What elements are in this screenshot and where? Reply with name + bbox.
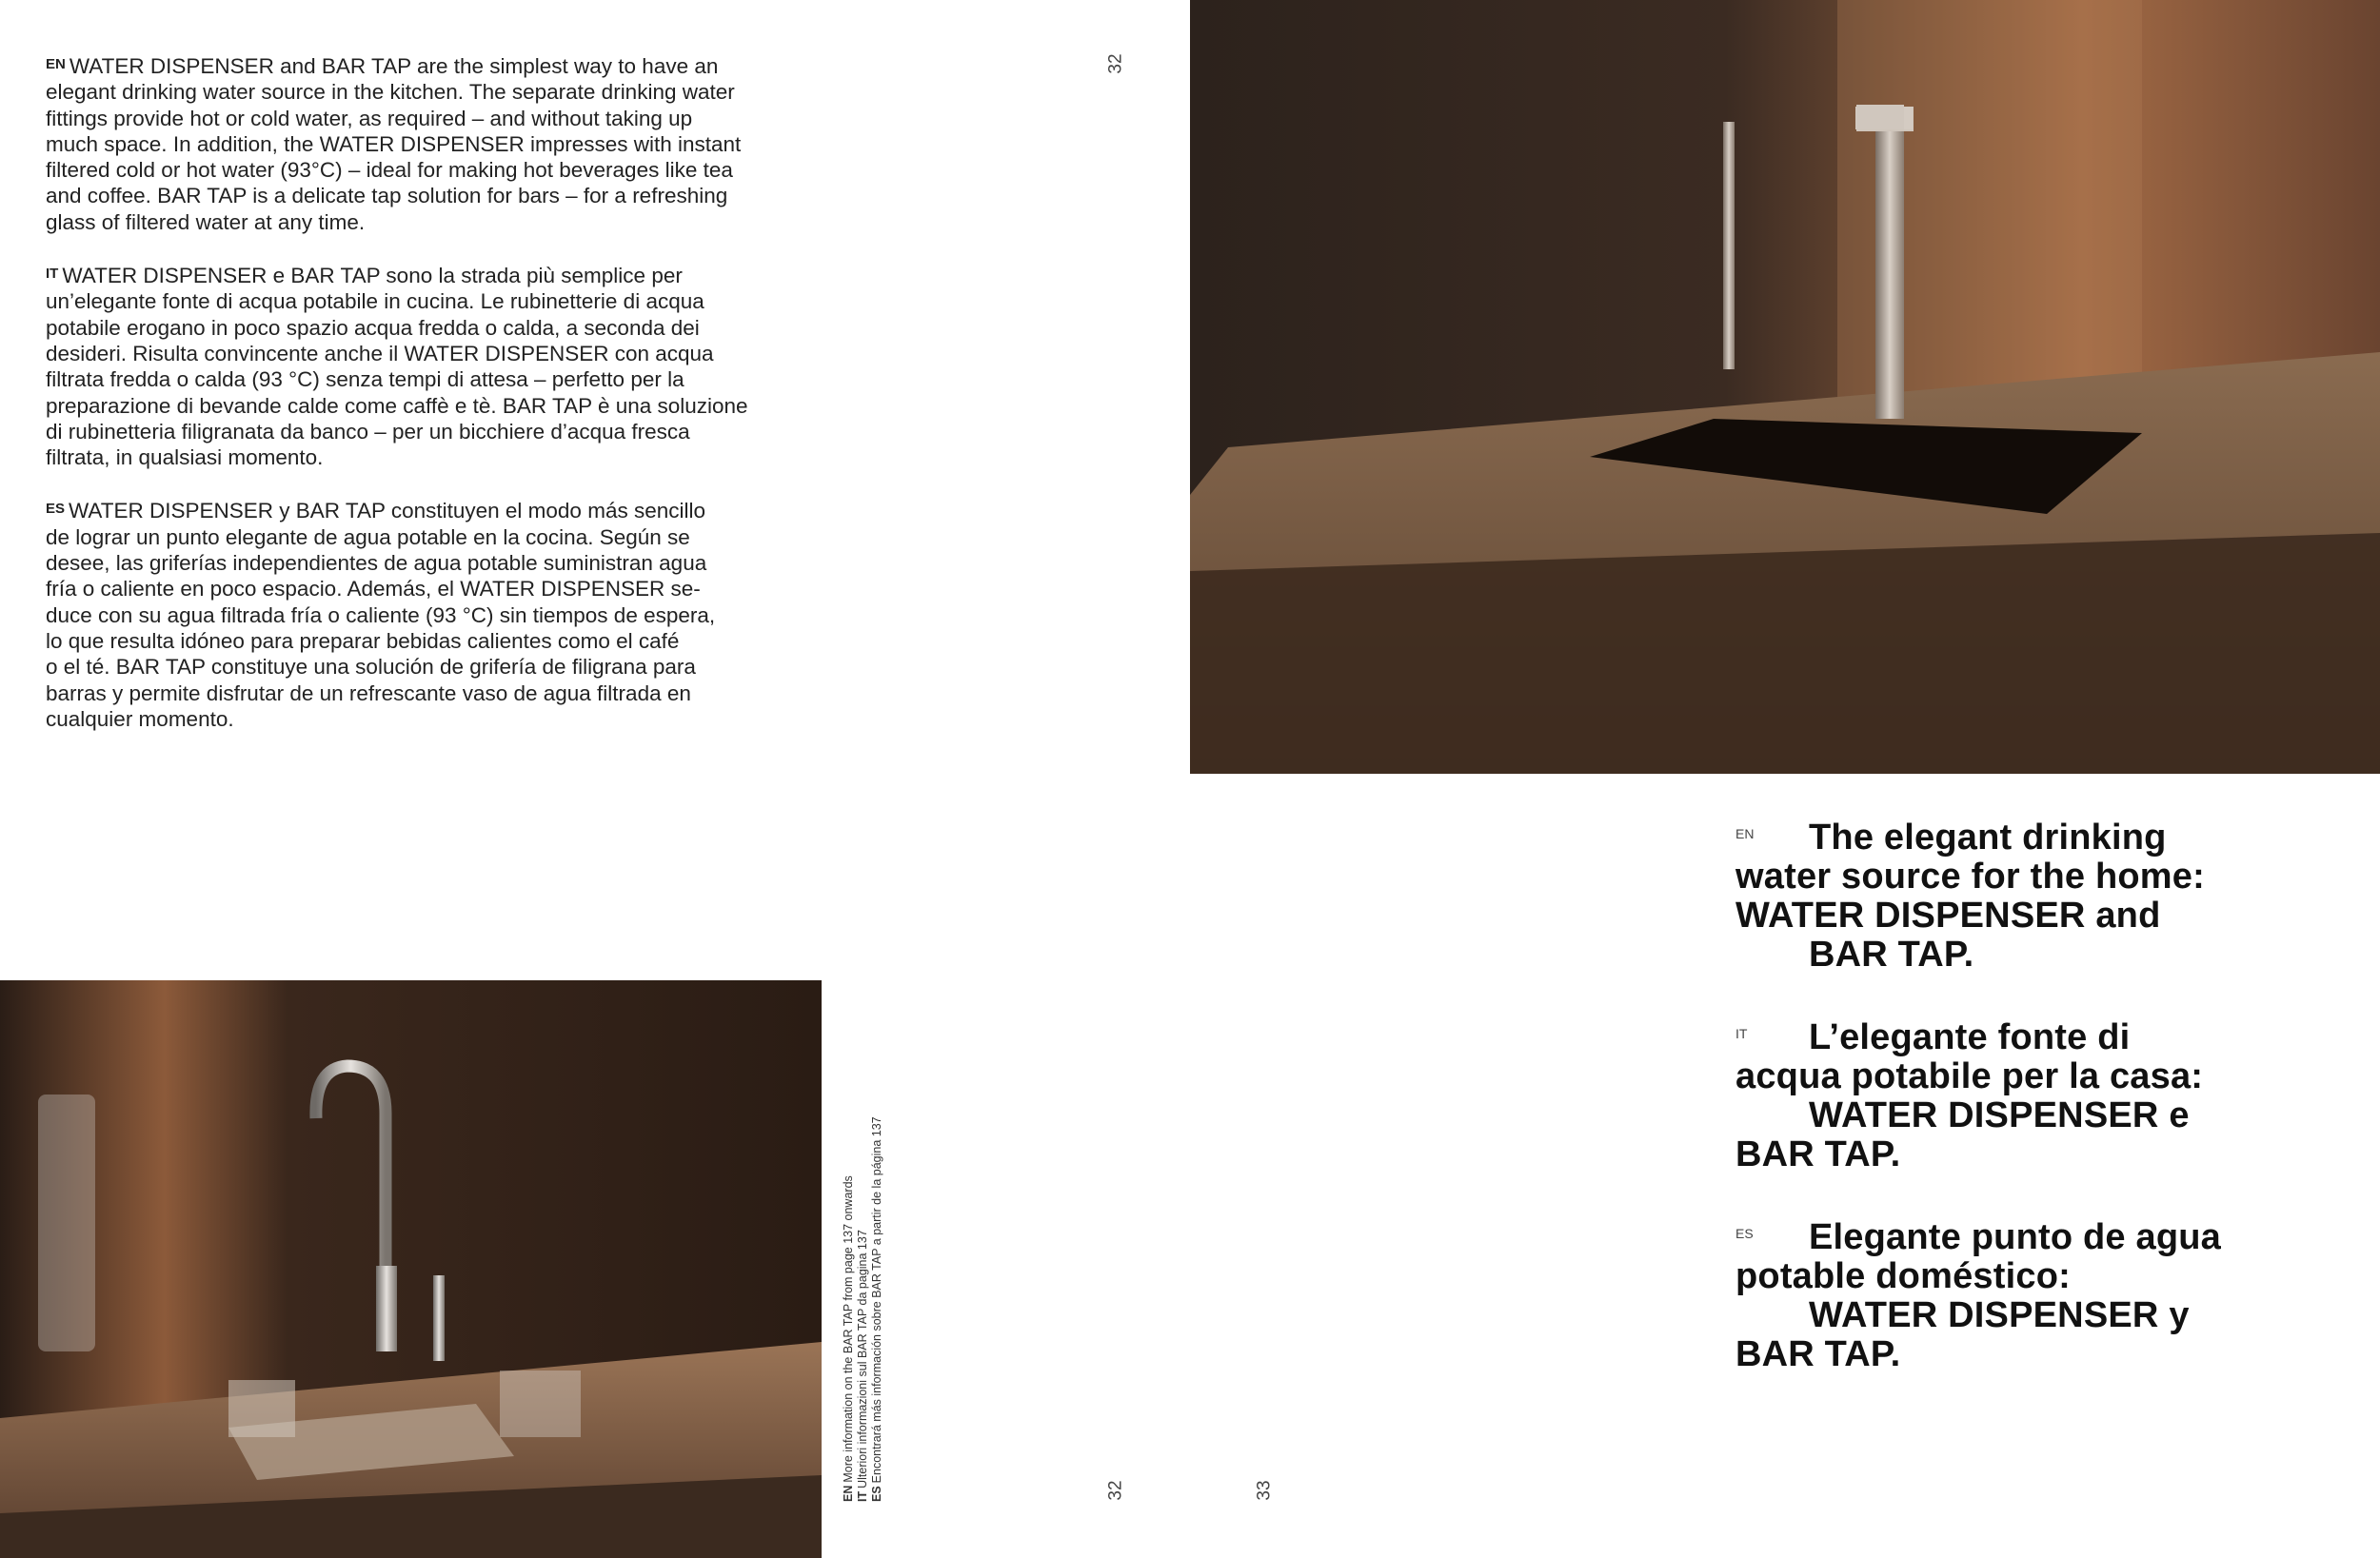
headline-line: water source for the home: [1735,857,2205,897]
text-line: and coffee. BAR TAP is a delicate tap solution for bars – for a refreshing [46,184,728,208]
text-line: much space. In addition, the WATER DISPENSER impresses with instant [46,131,742,156]
paragraph-es [46,496,750,732]
text-line: potabile erogano in poco spazio acqua fredda o calda, a seconda dei [46,315,700,340]
text-line: WATER DISPENSER and BAR TAP are the simplest way to have an [69,54,719,78]
text-line: fittings provide hot or cold water, as required – and without taking up [46,106,693,130]
text-line: filtered cold or hot water (93°C) – ideal for making hot beverages like tea [46,158,733,183]
note-tag-en: EN [842,1485,855,1502]
text-line: duce con su agua filtrada fría o caliente (93 °C) sin tiempos de espera, [46,602,716,627]
headline-line: acqua potabile per la casa: [1735,1056,2204,1096]
language-tag-en: EN [46,56,66,72]
note-text-it: Ulteriori informazioni sul BAR TAP da pagina 137 [856,1230,869,1489]
page-number-top: 32 [1105,53,1126,74]
bar-tap-reference-note [842,969,884,1502]
note-line-en [842,969,856,1502]
headline-line: BAR TAP. [1735,1134,1901,1174]
headline-line: potable doméstico: [1735,1256,2071,1296]
headline-line: BAR TAP. [1809,935,1974,975]
headline-en [1735,818,2364,975]
headline-it [1735,1018,2364,1174]
bar-tap-illustration [0,980,822,1558]
note-line-es [870,969,884,1502]
headline-line: WATER DISPENSER e [1809,1095,2190,1135]
text-line: barras y permite disfrutar de un refrescante vaso de agua filtrada en [46,680,691,705]
text-line: desideri. Risulta convincente anche il WATER DISPENSER con acqua [46,341,714,365]
headline-tag-it: IT [1735,1026,1748,1041]
text-line: cualquier momento. [46,706,234,731]
bar-tap-photo [0,980,822,1558]
language-tag-it: IT [46,266,59,283]
text-line: filtrata, in qualsiasi momento. [46,445,324,470]
headline-line: WATER DISPENSER y [1809,1295,2190,1335]
text-line: filtrata fredda o calda (93 °C) senza tempi di attesa – perfetto per la [46,367,684,392]
water-dispenser-illustration [1190,0,2380,774]
headline-line: BAR TAP. [1735,1334,1901,1374]
page-number-right: 33 [1254,1480,1275,1501]
text-line: fría o caliente en poco espacio. Además, el WATER DISPENSER se- [46,577,701,602]
page-number-left: 32 [1105,1480,1126,1501]
headline-tag-en: EN [1735,826,1755,841]
text-line: glass of filtered water at any time. [46,209,366,234]
note-text-en: More information on the BAR TAP from page 137 onwards [842,1175,855,1483]
text-line: o el té. BAR TAP constituye una solución de grifería de filigrana para [46,655,696,680]
water-dispenser-photo [1190,0,2380,774]
headline-line: Elegante punto de agua [1809,1217,2221,1257]
text-line: desee, las griferías independientes de agua potable suministran agua [46,551,707,576]
headline-line: L’elegante fonte di [1809,1017,2131,1057]
text-line: lo que resulta idóneo para preparar bebidas calientes como el café [46,628,680,653]
note-tag-es: ES [870,1486,883,1502]
text-line: di rubinetteria filigranata da banco – per un bicchiere d’acqua fresca [46,419,690,444]
text-line: un’elegante fonte di acqua potabile in cucina. Le rubinetterie di acqua [46,289,704,314]
paragraph-en [46,51,750,235]
text-line: WATER DISPENSER y BAR TAP constituyen el modo más sencillo [69,499,705,523]
text-line: de lograr un punto elegante de agua potable en la cocina. Según se [46,524,690,549]
text-line: WATER DISPENSER e BAR TAP sono la strada più semplice per [62,264,683,288]
text-line: elegant drinking water source in the kitchen. The separate drinking water [46,80,735,105]
text-line: preparazione di bevande calde come caffè e tè. BAR TAP è una soluzione [46,393,748,418]
paragraph-it [46,261,750,470]
headline-line: The elegant drinking [1809,818,2167,858]
headline-tag-es: ES [1735,1226,1754,1241]
note-text-es: Encontrará más información sobre BAR TAP a partir de la página 137 [870,1116,883,1484]
headlines [1735,818,2364,1418]
note-tag-it: IT [856,1490,869,1502]
headline-es [1735,1218,2364,1374]
language-tag-es: ES [46,501,66,518]
body-copy [46,51,750,758]
headline-line: WATER DISPENSER and [1735,896,2161,936]
note-line-it [856,969,870,1502]
